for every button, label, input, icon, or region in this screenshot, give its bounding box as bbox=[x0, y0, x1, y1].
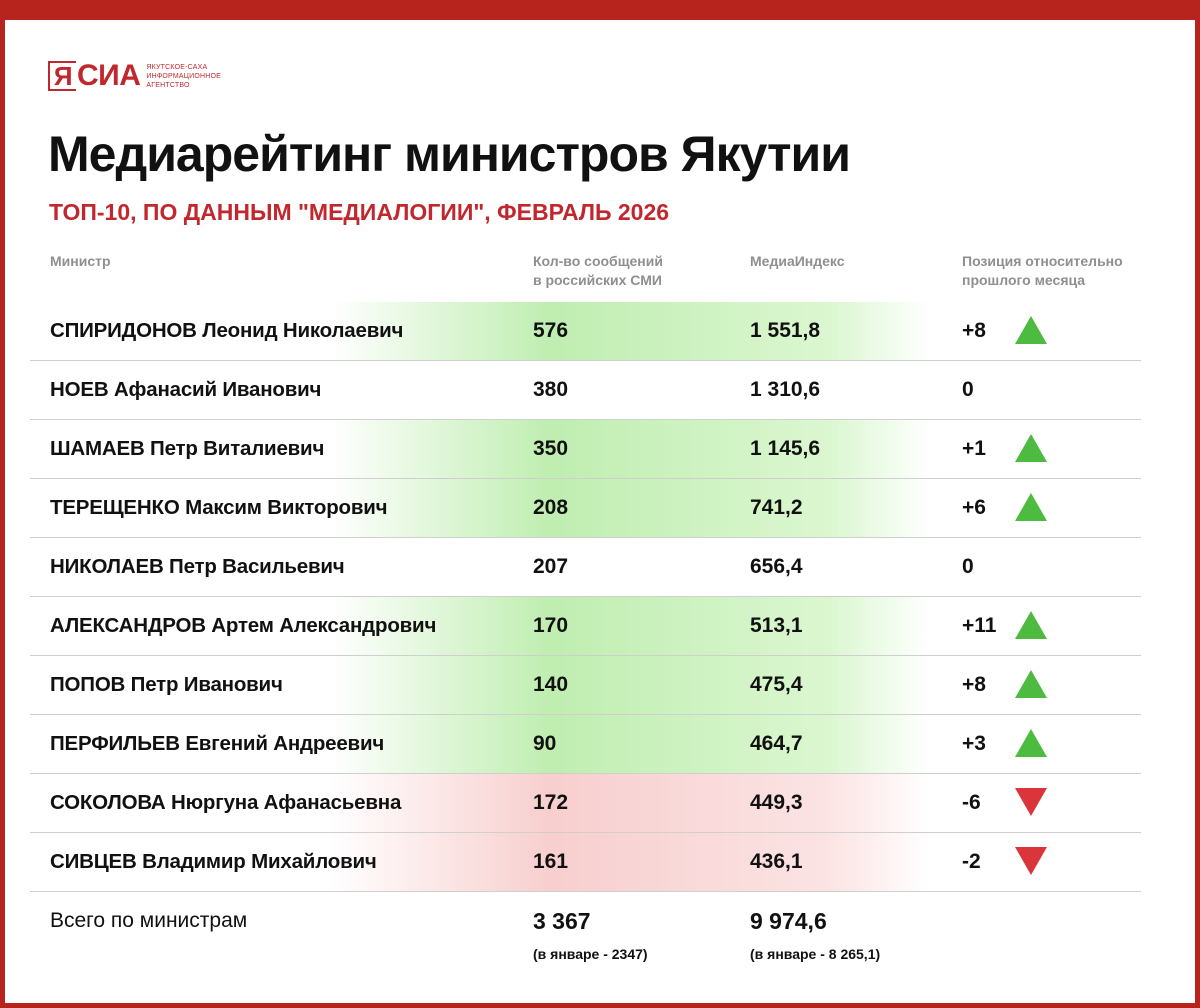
position-change: +1 bbox=[962, 437, 986, 460]
media-index: 1 310,6 bbox=[750, 378, 821, 401]
position-change: 0 bbox=[962, 378, 974, 401]
message-count: 172 bbox=[533, 791, 569, 814]
media-index: 475,4 bbox=[750, 673, 803, 696]
triangle-down-icon bbox=[1014, 846, 1048, 876]
table-row bbox=[30, 656, 1141, 715]
table-row bbox=[30, 420, 1141, 479]
triangle-up-icon bbox=[1014, 669, 1048, 699]
total-label: Всего по министрам bbox=[50, 909, 248, 932]
minister-name: НИКОЛАЕВ Петр Васильевич bbox=[50, 555, 345, 578]
minister-name: НОЕВ Афанасий Иванович bbox=[50, 378, 322, 401]
media-index: 1 551,8 bbox=[750, 319, 821, 342]
message-count: 576 bbox=[533, 319, 569, 342]
column-header-minister: Министр bbox=[50, 253, 111, 269]
triangle-up-icon bbox=[1014, 315, 1048, 345]
table-row bbox=[30, 715, 1141, 774]
position-change: +3 bbox=[962, 732, 986, 755]
table-row bbox=[30, 302, 1141, 361]
table-row bbox=[30, 833, 1141, 892]
triangle-up-icon bbox=[1014, 728, 1048, 758]
position-change: +6 bbox=[962, 496, 986, 519]
minister-name: ПЕРФИЛЬЕВ Евгений Андреевич bbox=[50, 732, 385, 755]
total-index-note: (в январе - 8 265,1) bbox=[750, 946, 881, 962]
logo-subtitle: ЯКУТСКОЕ-САХА ИНФОРМАЦИОННОЕ АГЕНТСТВО bbox=[146, 63, 222, 89]
minister-name: АЛЕКСАНДРОВ Артем Александрович bbox=[50, 614, 437, 637]
message-count: 350 bbox=[533, 437, 569, 460]
table-row bbox=[30, 538, 1141, 597]
media-index: 1 145,6 bbox=[750, 437, 821, 460]
column-header-position: Позиция относительно прошлого месяца bbox=[962, 253, 1123, 288]
position-change: 0 bbox=[962, 555, 974, 578]
table-row bbox=[30, 774, 1141, 833]
logo bbox=[48, 58, 221, 94]
media-index: 513,1 bbox=[750, 614, 803, 637]
table-row bbox=[30, 479, 1141, 538]
media-index: 436,1 bbox=[750, 850, 803, 873]
media-index: 656,4 bbox=[750, 555, 803, 578]
message-count: 207 bbox=[533, 555, 569, 578]
table-row bbox=[30, 597, 1141, 656]
position-change: +11 bbox=[962, 614, 997, 637]
message-count: 161 bbox=[533, 850, 569, 873]
media-index: 449,3 bbox=[750, 791, 803, 814]
media-index: 741,2 bbox=[750, 496, 803, 519]
position-change: +8 bbox=[962, 673, 986, 696]
triangle-up-icon bbox=[1014, 610, 1048, 640]
triangle-up-icon bbox=[1014, 492, 1048, 522]
message-count: 170 bbox=[533, 614, 569, 637]
message-count: 208 bbox=[533, 496, 569, 519]
media-index: 464,7 bbox=[750, 732, 803, 755]
minister-name: ПОПОВ Петр Иванович bbox=[50, 673, 283, 696]
total-count: 3 367 bbox=[533, 908, 591, 934]
triangle-up-icon bbox=[1014, 433, 1048, 463]
minister-name: СОКОЛОВА Нюргуна Афанасьевна bbox=[50, 791, 402, 814]
minister-name: ТЕРЕЩЕНКО Максим Викторович bbox=[50, 496, 388, 519]
table-row bbox=[30, 361, 1141, 420]
column-header-count: Кол-во сообщений в российских СМИ bbox=[533, 253, 663, 288]
minister-name: СИВЦЕВ Владимир Михайлович bbox=[50, 850, 377, 873]
page-subtitle: ТОП-10, ПО ДАННЫМ "МЕДИАЛОГИИ", ФЕВРАЛЬ 2026 bbox=[49, 199, 670, 225]
total-index: 9 974,6 bbox=[750, 908, 827, 934]
message-count: 90 bbox=[533, 732, 557, 755]
triangle-down-icon bbox=[1014, 787, 1048, 817]
column-header-index: МедиаИндекс bbox=[750, 253, 845, 269]
position-change: +8 bbox=[962, 319, 986, 342]
logo-mark bbox=[48, 61, 140, 91]
logo-box: Я bbox=[48, 61, 76, 91]
page-title: Медиарейтинг министров Якутии bbox=[48, 126, 850, 182]
message-count: 380 bbox=[533, 378, 569, 401]
minister-name: СПИРИДОНОВ Леонид Николаевич bbox=[50, 319, 404, 342]
position-change: -6 bbox=[962, 791, 981, 814]
message-count: 140 bbox=[533, 673, 569, 696]
position-change: -2 bbox=[962, 850, 981, 873]
logo-text: СИА bbox=[77, 59, 141, 92]
minister-name: ШАМАЕВ Петр Виталиевич bbox=[50, 437, 325, 460]
total-count-note: (в январе - 2347) bbox=[533, 946, 648, 962]
